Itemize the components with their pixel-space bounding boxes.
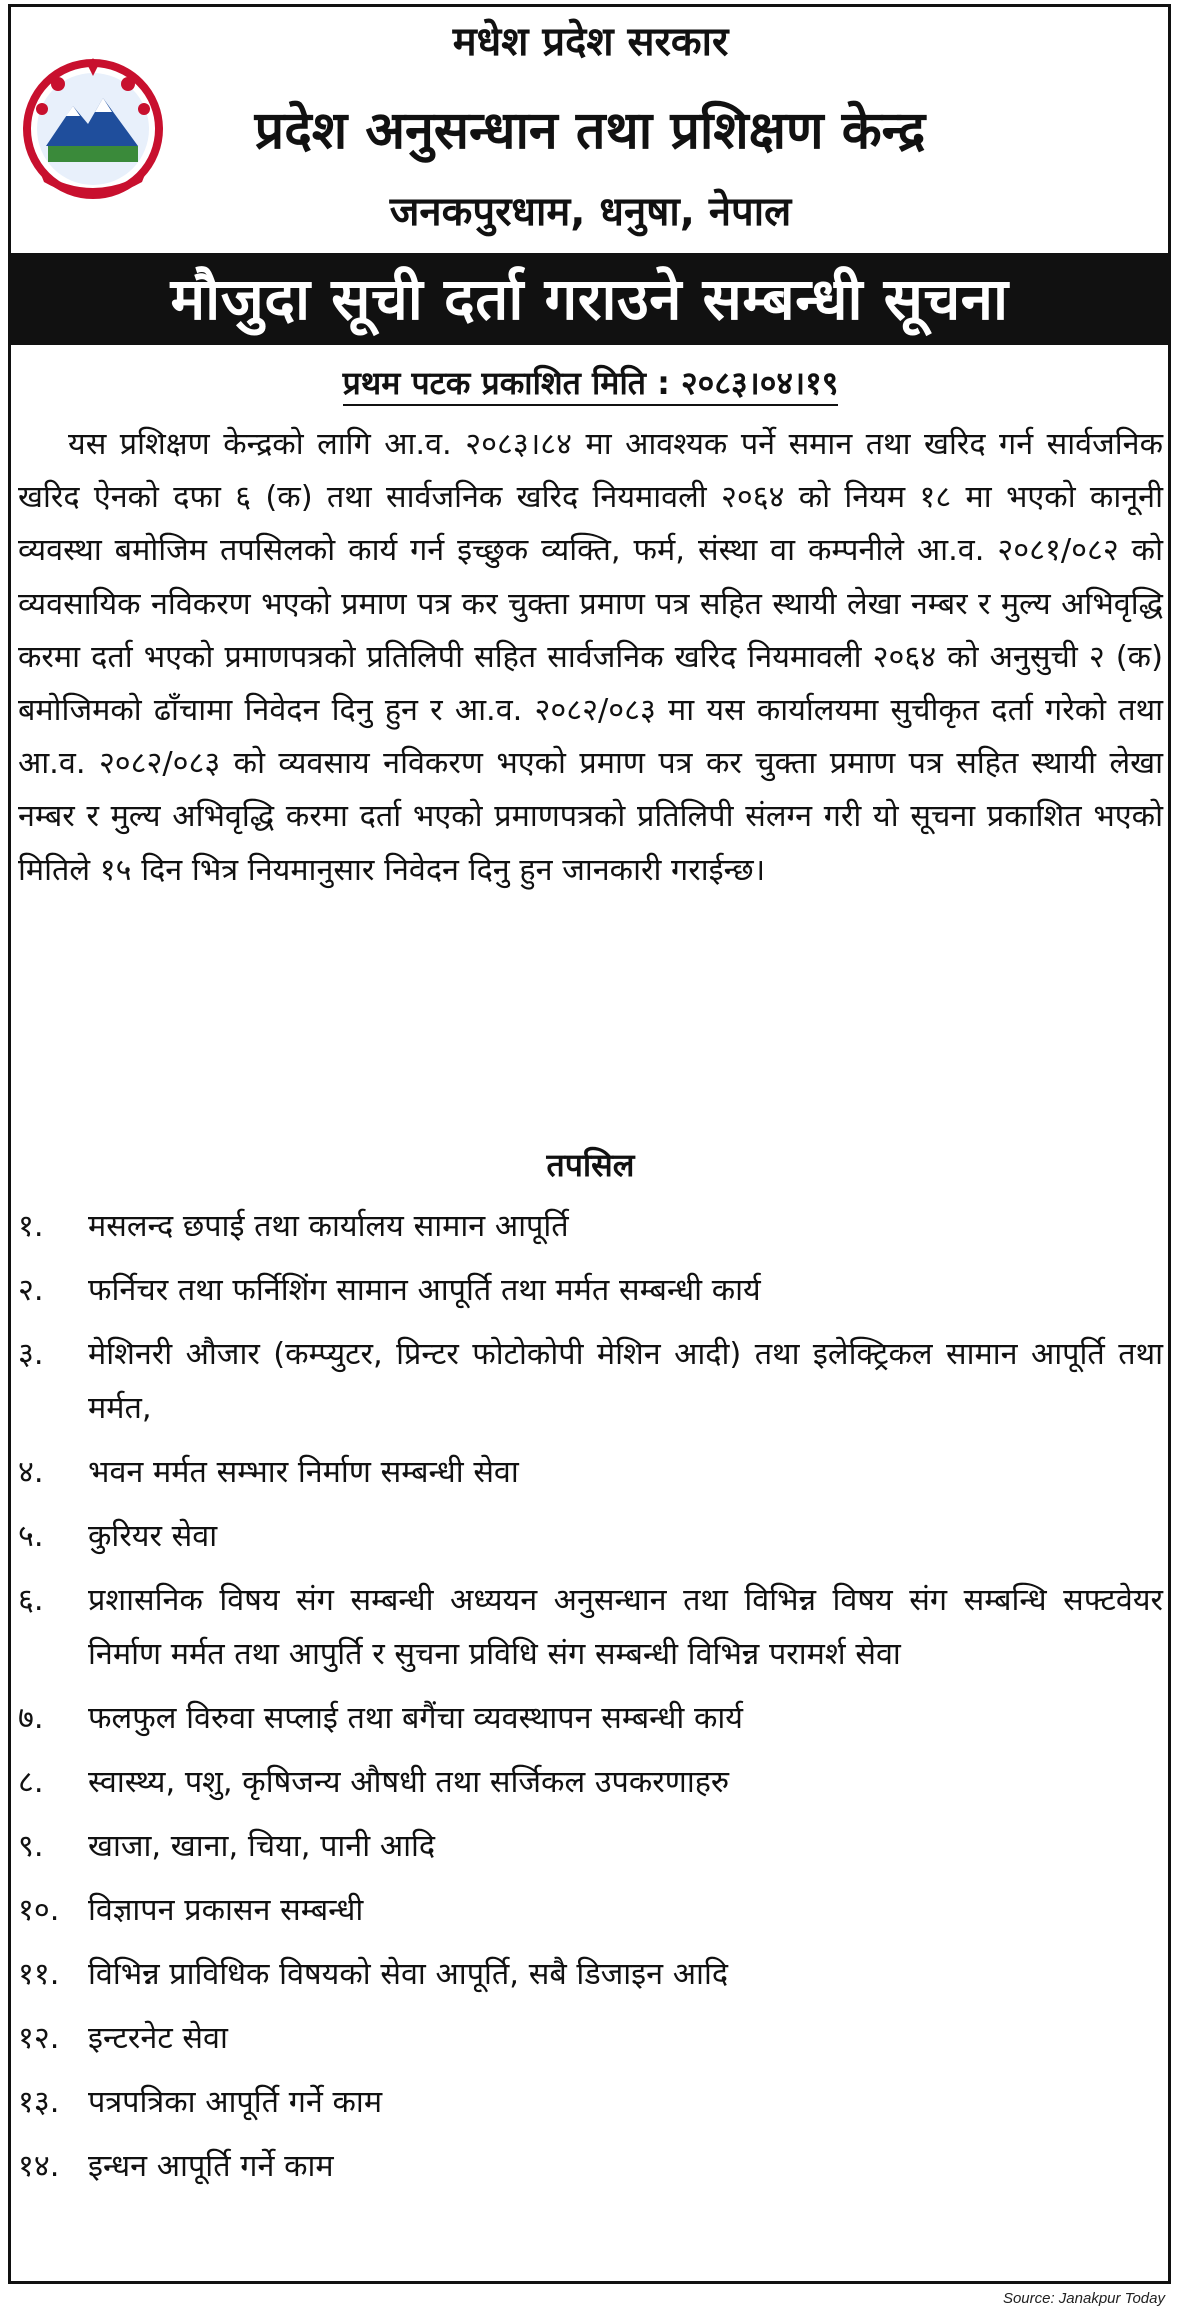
list-item — [18, 1884, 1163, 1938]
list-item — [18, 1446, 1163, 1500]
list-item-text: भवन मर्मत सम्भार निर्माण सम्बन्धी सेवा — [88, 1455, 519, 1490]
list-item — [18, 1756, 1163, 1810]
list-item-number: १. — [18, 1209, 44, 1244]
list-item-text: इन्धन आपूर्ति गर्ने काम — [88, 2149, 334, 2184]
list-item — [18, 1510, 1163, 1564]
list-item — [18, 1948, 1163, 2002]
organization-location: जनकपुरधाम, धनुषा, नेपाल — [389, 189, 792, 235]
list-item-text: कुरियर सेवा — [88, 1519, 218, 1554]
published-date-text: प्रथम पटक प्रकाशित मिति : २०८३।०४।१९ — [343, 364, 839, 406]
list-item — [18, 2140, 1163, 2194]
list-item-number: ७. — [18, 1701, 44, 1736]
published-date — [0, 358, 1181, 408]
details-heading: तपसिल — [546, 1146, 635, 1184]
list-item-text: स्वास्थ्य, पशु, कृषिजन्य औषधी तथा सर्जिकल उपकरणाहरु — [88, 1765, 730, 1800]
list-item — [18, 1574, 1163, 1682]
list-item-text: फलफुल विरुवा सप्लाई तथा बगैंचा व्यवस्थापन सम्बन्धी कार्य — [88, 1701, 743, 1736]
list-item-number: ११. — [18, 1957, 60, 1992]
list-item-number: ८. — [18, 1765, 44, 1800]
list-item-number: १२. — [18, 2021, 60, 2056]
source-credit: Source: Janakpur Today — [1002, 2290, 1165, 2307]
list-item-number: ३. — [18, 1337, 44, 1372]
list-item-number: ६. — [18, 1583, 44, 1618]
notice-body: यस प्रशिक्षण केन्द्रको लागि आ.व. २०८३।८४ मा आवश्यक पर्ने समान तथा खरिद गर्न सार्वजनिक खरिद ऐनको दफा ६ (क) तथा सार्वजनिक खरिद नियमावली २०६४ को नियम १८ मा भएको कानूनी व्यवस्था बमोजिम तपसिलको कार्य गर्न इच्छुक व्यक्ति, फर्म, संस्था वा कम्पनीले आ.व. २०८१/०८२ को व्यवसायिक नविकरण भएको प्रमाण पत्र कर चुक्ता प्रमाण पत्र सहित स्थायी लेखा नम्बर र मुल्य अभिवृद्धि करमा दर्ता भएको प्रमाणपत्रको प्रतिलिपी सहित सार्वजनिक खरिद नियमावली २०६४ को अनुसुची २ (क) बमोजिमको ढाँचामा निवेदन दिनु हुन र आ.व. २०८२/०८३ मा यस कार्यालयमा सुचीकृत दर्ता गरेको तथा आ.व. २०८२/०८३ को व्यवसाय नविकरण भएको प्रमाण पत्र कर चुक्ता प्रमाण पत्र सहित स्थायी लेखा नम्बर र मुल्य अभिवृद्धि करमा दर्ता भएको प्रमाणपत्रको प्रतिलिपी संलग्न गरी यो सूचना प्रकाशित भएको मितिले १५ दिन भित्र नियमानुसार निवेदन दिनु हुन जानकारी गराईन्छ। — [18, 427, 1163, 888]
organization-name: प्रदेश अनुसन्धान तथा प्रशिक्षण केन्द्र — [254, 101, 926, 161]
list-item-text: फर्निचर तथा फर्निशिंग सामान आपूर्ति तथा मर्मत सम्बन्धी कार्य — [88, 1273, 761, 1308]
list-item-text: खाजा, खाना, चिया, पानी आदि — [88, 1829, 436, 1864]
list-item-number: २. — [18, 1273, 44, 1308]
list-item-text: पत्रपत्रिका आपूर्ति गर्ने काम — [88, 2085, 383, 2120]
list-item-number: १०. — [18, 1893, 60, 1928]
list-item — [18, 1264, 1163, 1318]
list-item — [18, 1820, 1163, 1874]
list-item-number: ९. — [18, 1829, 44, 1864]
list-item-number: ५. — [18, 1519, 44, 1554]
list-item-number: १३. — [18, 2085, 60, 2120]
list-item-text: मेशिनरी औजार (कम्प्युटर, प्रिन्टर फोटोकोपी मेशिन आदी) तथा इलेक्ट्रिकल सामान आपूर्ति तथा मर्मत, — [88, 1337, 1163, 1426]
list-item-number: ४. — [18, 1455, 44, 1490]
notice-title: मौजुदा सूची दर्ता गराउने सम्बन्धी सूचना — [11, 253, 1168, 345]
details-list — [18, 1200, 1163, 2204]
list-item — [18, 2012, 1163, 2066]
list-item-text: इन्टरनेट सेवा — [88, 2021, 228, 2056]
list-item-text: मसलन्द छपाई तथा कार्यालय सामान आपूर्ति — [88, 1209, 569, 1244]
list-item-text: प्रशासनिक विषय संग सम्बन्धी अध्ययन अनुसन्धान तथा विभिन्न विषय संग सम्बन्धि सफ्टवेयर निर्माण मर्मत तथा आपुर्ति र सुचना प्रविधि संग सम्बन्धी विभिन्न परामर्श सेवा — [88, 1583, 1163, 1672]
list-item — [18, 2076, 1163, 2130]
list-item — [18, 1692, 1163, 1746]
list-item — [18, 1200, 1163, 1254]
government-name: मधेश प्रदेश सरकार — [452, 19, 729, 65]
list-item-text: विज्ञापन प्रकासन सम्बन्धी — [88, 1893, 364, 1928]
list-item-text: विभिन्न प्राविधिक विषयको सेवा आपूर्ति, सबै डिजाइन आदि — [88, 1957, 729, 1992]
list-item-number: १४. — [18, 2149, 60, 2184]
list-item — [18, 1328, 1163, 1436]
